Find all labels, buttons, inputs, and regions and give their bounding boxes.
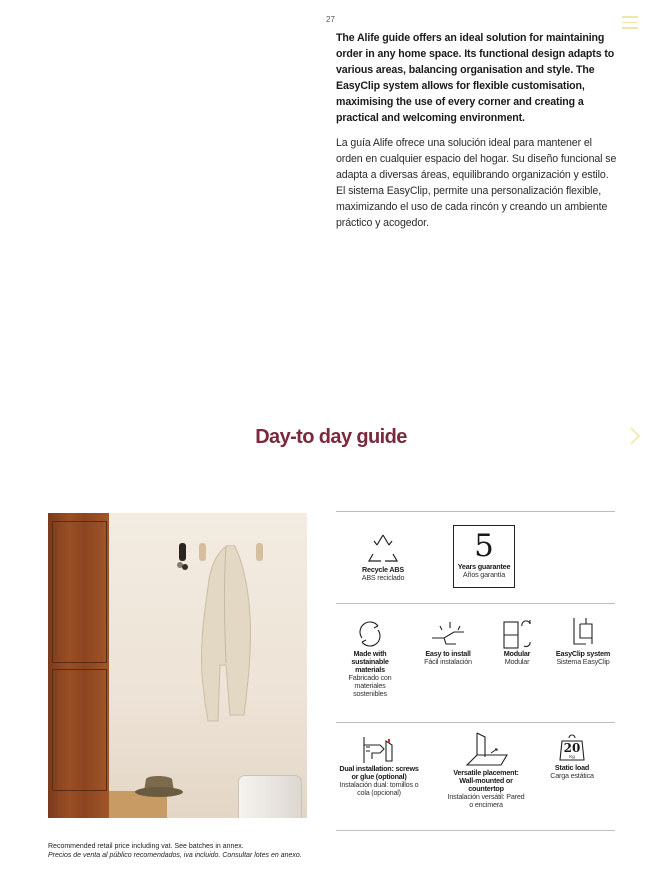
feature-subtitle: Fácil instalación [424, 657, 472, 666]
sustainable-icon [356, 618, 384, 648]
feature-title: Recycle ABS [362, 565, 404, 574]
intro-english: The Alife guide offers an ideal solution for maintaining order in any home space. Its functional design adapts to various areas, balancing organisation and style. The EasyClip system allows for flexible customisation, maximising the use of every corner and creating a practical and welcoming environment. [336, 32, 615, 124]
feature-title: Made with sustainable materials [351, 649, 389, 674]
features-row-1 [336, 512, 615, 603]
divider [336, 830, 615, 831]
feature-sustainable [340, 618, 400, 698]
feature-title: Static load [554, 763, 590, 772]
feature-subtitle: Fabricado con materiales sostenibles [348, 673, 392, 698]
menu-icon[interactable] [622, 16, 638, 30]
feature-static-load [540, 733, 604, 780]
feature-title: Versatile placement: Wall-mounted or countertop [453, 768, 519, 793]
intro-spanish: La guía Alife ofrece una solución ideal para mantener el orden en cualquier espacio del hogar. Su diseño funcional se adapta a diversas áreas, equilibrando organización y estilo. El sistema EasyClip, permite una personalización flexible, maximizando el uso de cada rincón y creando un ambiente práctico y acogedor. [336, 137, 617, 229]
feature-title: EasyClip system [555, 649, 611, 658]
feature-title: Years guarantee [457, 562, 511, 571]
easyclip-icon [566, 614, 600, 650]
feature-subtitle: Años garantía [462, 570, 506, 579]
guarantee-badge [453, 525, 515, 588]
placement-icon [463, 731, 509, 769]
keys-icon [174, 557, 192, 575]
feature-title: Modular [503, 649, 531, 658]
feature-easy-install [418, 616, 478, 666]
footnote [48, 842, 408, 860]
weight-unit: Kg [569, 754, 575, 759]
hook-beige-right [256, 543, 263, 561]
easy-install-icon [428, 616, 468, 650]
feature-title: Easy to install [425, 649, 471, 658]
intro-text [336, 30, 618, 231]
feature-guarantee [449, 525, 519, 588]
modular-icon [500, 616, 534, 650]
bucket-hat [134, 775, 184, 799]
feature-subtitle: Carga estática [550, 771, 594, 780]
suitcase [238, 775, 302, 818]
feature-subtitle: ABS reciclado [361, 573, 405, 582]
feature-dual-installation [336, 733, 422, 797]
product-photo [48, 513, 307, 818]
footnote-spanish: Precios de venta al público recomendados, iva incluido. Consultar lotes en anexo. [48, 852, 302, 859]
weight-icon [559, 733, 585, 761]
feature-recycle [354, 532, 412, 582]
feature-subtitle: Modular [504, 657, 530, 666]
weight-number: 20 [563, 741, 581, 755]
guarantee-number: 5 [474, 528, 494, 564]
features-row-3 [336, 723, 615, 830]
feature-easyclip [554, 614, 612, 666]
screws-glue-icon [360, 733, 398, 765]
feature-subtitle: Sistema EasyClip [556, 657, 610, 666]
section-title: Day-to day guide [255, 426, 407, 448]
jacket [196, 545, 256, 723]
wooden-door [48, 513, 109, 818]
feature-modular [488, 616, 546, 666]
feature-subtitle: Instalación dual: tornillos o cola (opcional) [339, 780, 419, 797]
footnote-english: Recommended retail price including vat. See batches in annex. [48, 843, 244, 850]
features-panel [336, 511, 615, 831]
feature-subtitle: Instalación versátil: Pared o encimera [447, 792, 525, 809]
feature-versatile-placement [446, 731, 526, 809]
feature-title: Dual installation: screws or glue (optional) [339, 764, 419, 781]
recycle-icon [365, 532, 401, 564]
chevron-right-icon[interactable] [628, 426, 642, 446]
page-number: 27 [326, 15, 335, 24]
features-row-2 [336, 604, 615, 722]
